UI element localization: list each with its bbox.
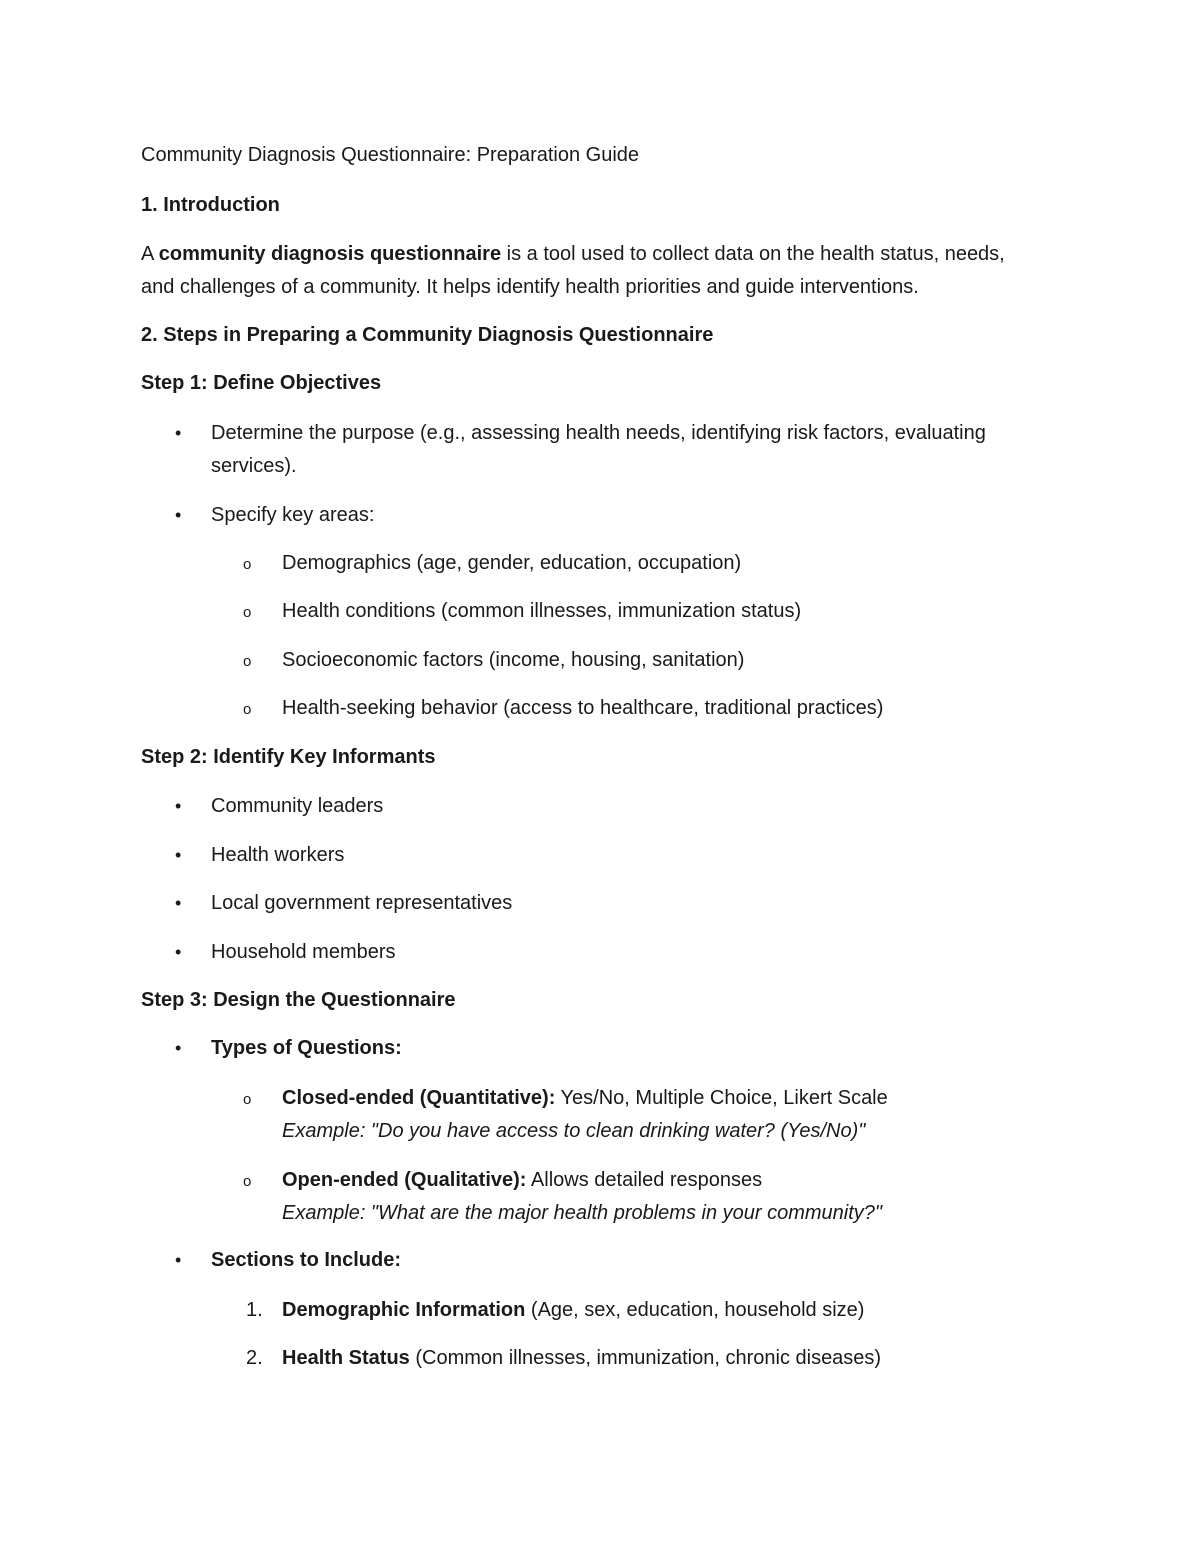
step2-item: Community leaders: [211, 795, 384, 817]
step1-heading: Step 1: Define Objectives: [141, 372, 382, 394]
sections-label: Sections to Include:: [211, 1249, 402, 1271]
closed-ended-example: Example: "Do you have access to clean drinking water? (Yes/No)": [282, 1120, 866, 1142]
sub-bullet-glyph: o: [243, 701, 252, 718]
bullet-glyph: •: [175, 942, 182, 962]
types-of-questions-label: Types of Questions:: [211, 1037, 402, 1059]
steps-heading: 2. Steps in Preparing a Community Diagnosis Questionnaire: [141, 324, 714, 346]
intro-paragraph-line1: [141, 242, 1005, 266]
section-item: [282, 1346, 881, 1370]
step1-bullet1-line2: services).: [211, 455, 297, 477]
open-ended-item: [282, 1168, 762, 1192]
closed-ended-item: [282, 1086, 888, 1110]
sub-bullet-glyph: o: [243, 604, 252, 621]
closed-ended-label: Closed-ended (Quantitative):: [282, 1087, 556, 1109]
document-title: Community Diagnosis Questionnaire: Preparation Guide: [141, 144, 640, 166]
sub-bullet-glyph: o: [243, 556, 252, 573]
section-detail: (Common illnesses, immunization, chronic diseases): [409, 1347, 882, 1369]
sub-bullet-glyph: o: [243, 1173, 252, 1190]
closed-ended-desc: Yes/No, Multiple Choice, Likert Scale: [555, 1087, 888, 1109]
intro-heading: 1. Introduction: [141, 194, 280, 216]
step1-bullet2: Specify key areas:: [211, 504, 375, 526]
bullet-glyph: •: [175, 796, 182, 816]
bullet-glyph: •: [175, 423, 182, 443]
section-number: 2.: [246, 1347, 263, 1369]
step1-bullet1-line1: Determine the purpose (e.g., assessing health needs, identifying risk factors, evaluating: [211, 422, 986, 444]
intro-term: community diagnosis questionnaire: [158, 243, 502, 265]
open-ended-example: Example: "What are the major health problems in your community?": [282, 1202, 883, 1224]
step1-sub-item: Health-seeking behavior (access to healthcare, traditional practices): [282, 697, 884, 719]
section-title: Health Status: [282, 1347, 410, 1369]
section-title: Demographic Information: [282, 1299, 526, 1321]
section-number: 1.: [246, 1299, 263, 1321]
open-ended-desc: Allows detailed responses: [526, 1169, 763, 1191]
sub-bullet-glyph: o: [243, 653, 252, 670]
step2-item: Health workers: [211, 844, 345, 866]
section-item: [282, 1298, 864, 1322]
bullet-glyph: •: [175, 845, 182, 865]
open-ended-label: Open-ended (Qualitative):: [282, 1169, 527, 1191]
intro-paragraph-line2: and challenges of a community. It helps identify health priorities and guide interventions.: [141, 276, 919, 298]
step1-sub-item: Health conditions (common illnesses, immunization status): [282, 600, 802, 622]
bullet-glyph: •: [175, 505, 182, 525]
intro-rest: is a tool used to collect data on the health status, needs,: [501, 243, 1005, 265]
step1-sub-item: Socioeconomic factors (income, housing, sanitation): [282, 649, 745, 671]
intro-lead: A: [141, 243, 159, 265]
step2-heading: Step 2: Identify Key Informants: [141, 746, 436, 768]
step2-item: Household members: [211, 941, 396, 963]
bullet-glyph: •: [175, 1038, 182, 1058]
sub-bullet-glyph: o: [243, 1091, 252, 1108]
bullet-glyph: •: [175, 893, 182, 913]
step2-item: Local government representatives: [211, 892, 513, 914]
bullet-glyph: •: [175, 1250, 182, 1270]
step1-sub-item: Demographics (age, gender, education, occupation): [282, 552, 742, 574]
step3-heading: Step 3: Design the Questionnaire: [141, 989, 456, 1011]
section-detail: (Age, sex, education, household size): [525, 1299, 865, 1321]
